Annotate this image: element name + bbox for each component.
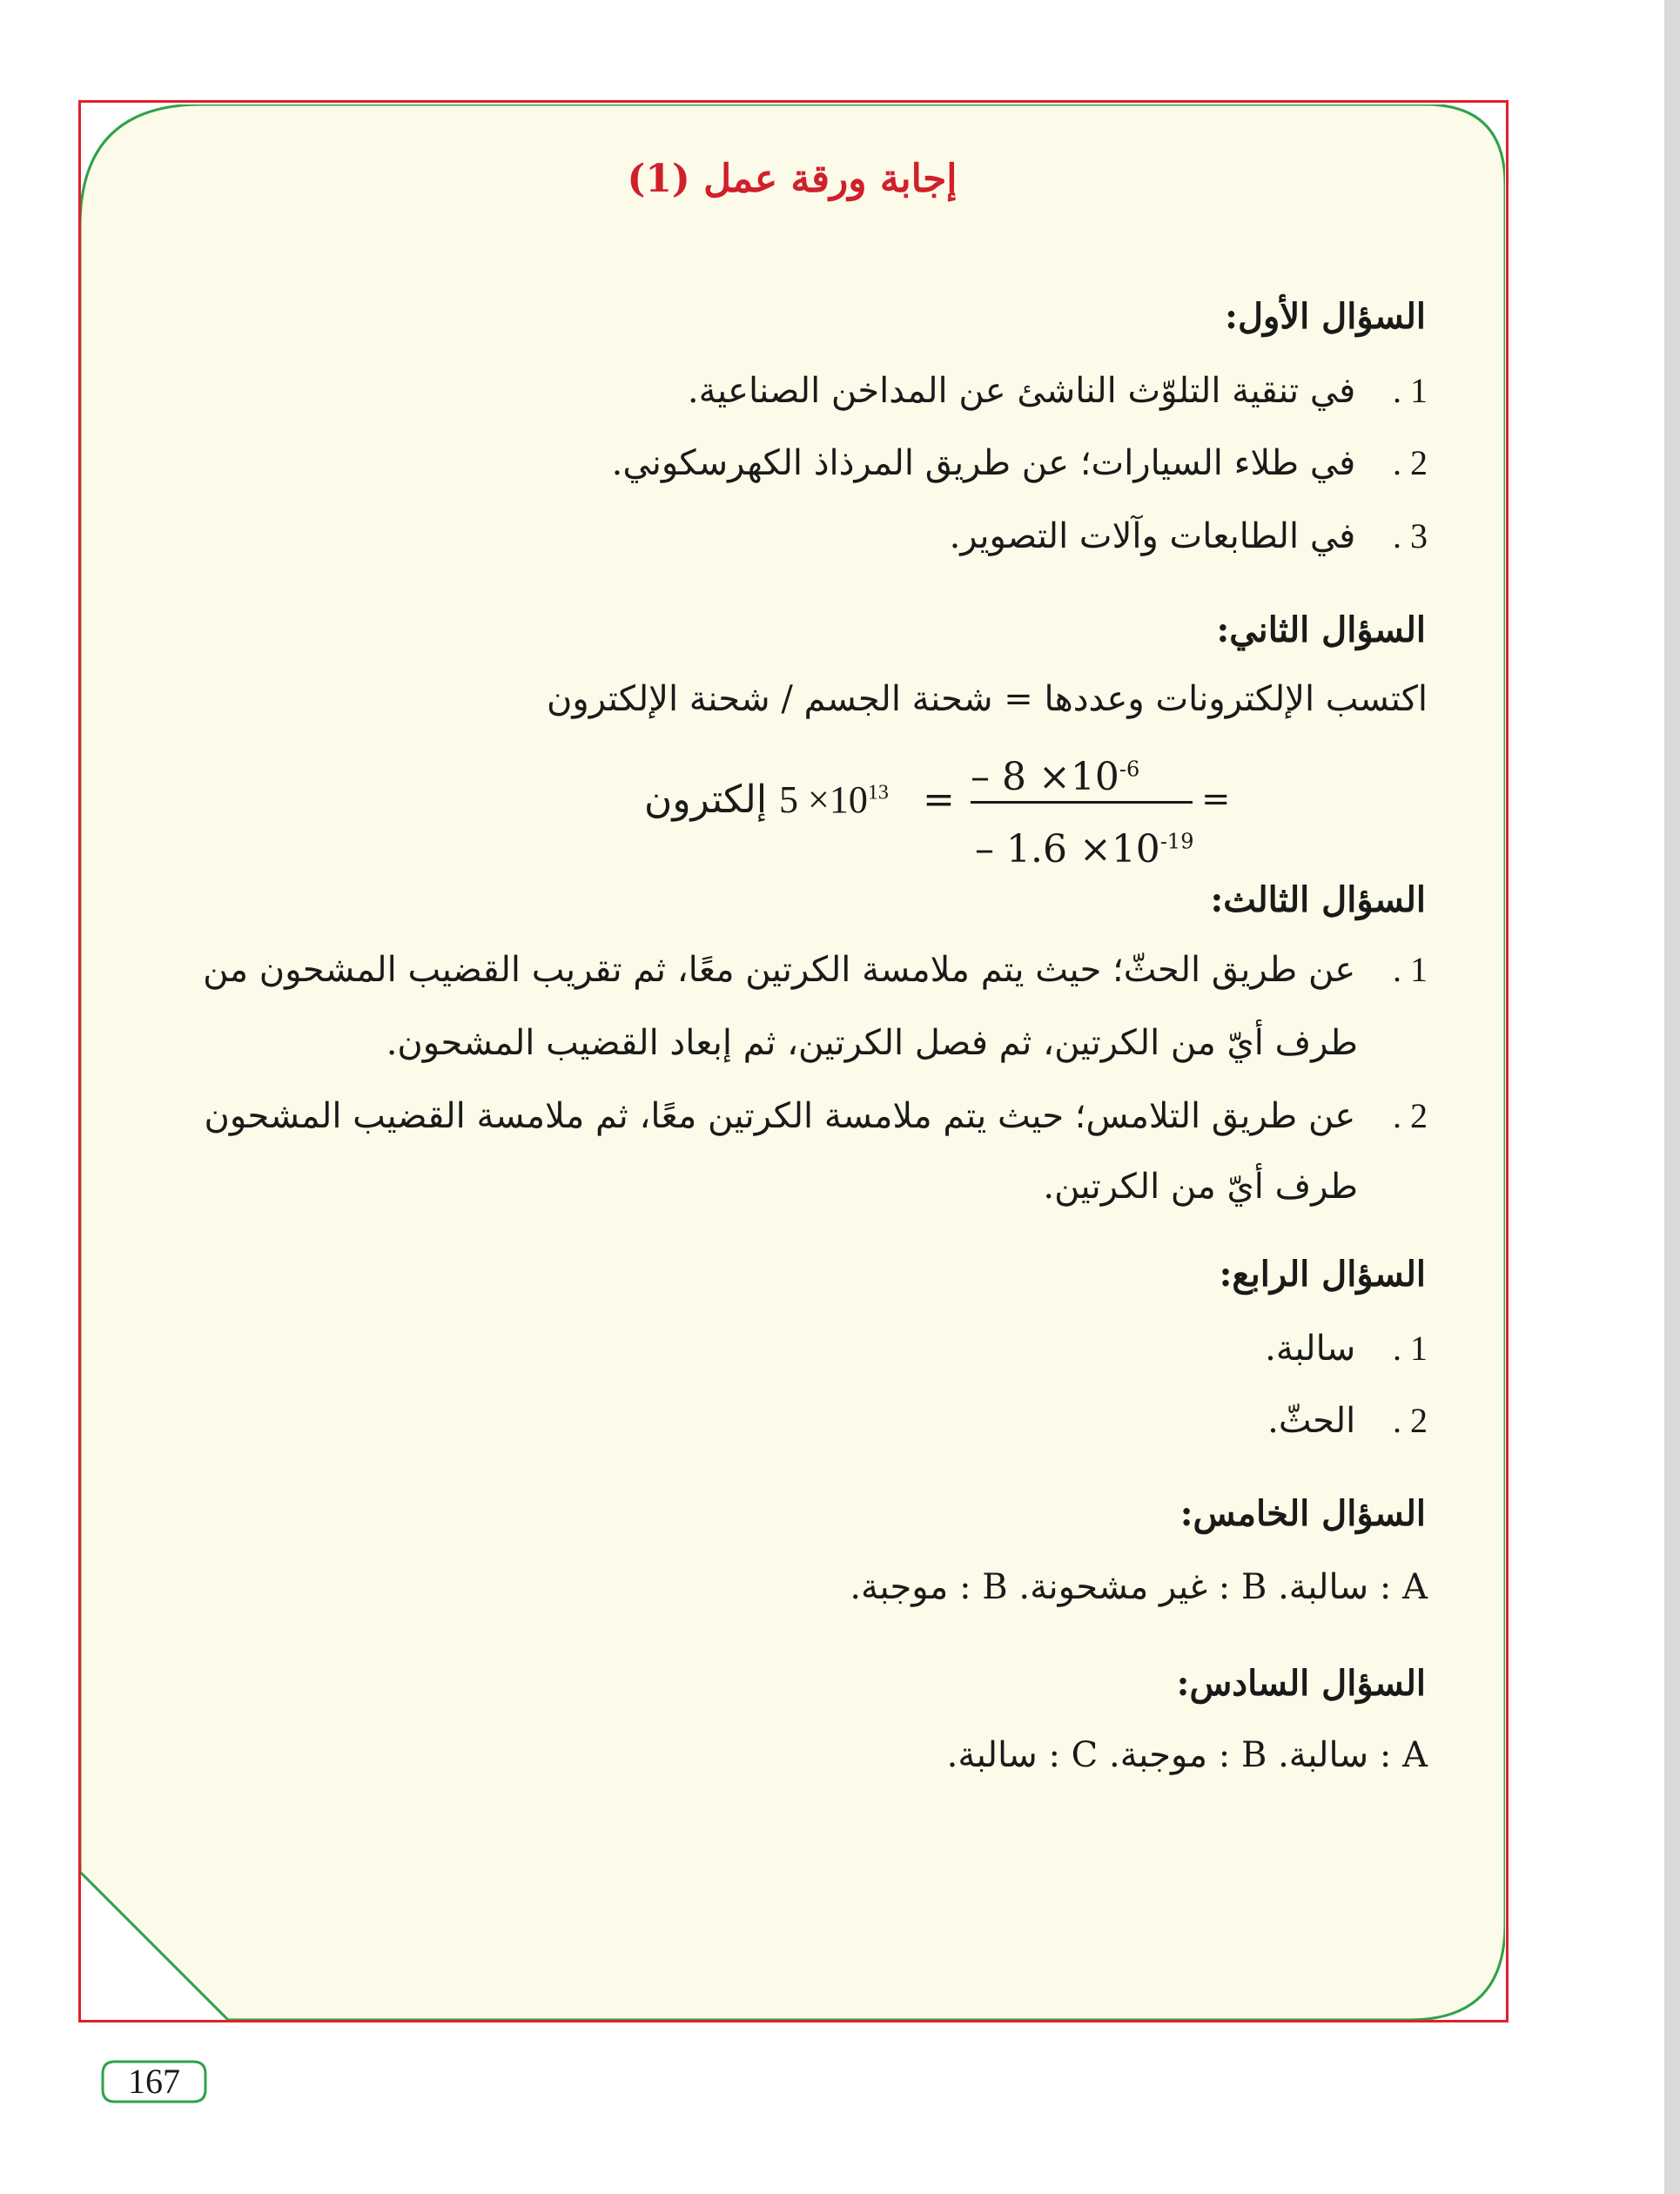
q3-item-1-line-1 — [203, 949, 1428, 990]
result-unit: إلكترون — [644, 777, 768, 822]
result-value — [779, 778, 889, 821]
q1-item-1-text: في تنقية التلوّث الناشئ عن المداخن الصناعية. — [687, 371, 1356, 411]
numerator-value: – 8 ×10 — [971, 755, 1119, 799]
q3-item-1-number: 1 . — [1393, 950, 1428, 989]
q1-item-3-number: 3 . — [1393, 516, 1428, 555]
page-number: 167 — [128, 2062, 180, 2101]
page-edge-strip — [1664, 0, 1680, 2194]
equation-result — [644, 777, 889, 822]
fraction-denominator — [975, 827, 1193, 872]
q5-heading: السؤال الخامس: — [1179, 1493, 1426, 1534]
q2-statement: اكتسب الإلكترونات وعددها = شحنة الجسم / شحنة الإلكترون — [547, 679, 1428, 719]
q1-item-2 — [612, 442, 1428, 483]
result-mantissa: 5 ×10 — [779, 778, 868, 821]
result-exponent: 13 — [867, 781, 889, 804]
result-equals-sign: = — [923, 777, 955, 822]
q1-item-3 — [950, 515, 1428, 556]
denominator-exponent: -19 — [1159, 829, 1194, 854]
fraction-bar — [971, 801, 1193, 804]
q2-heading: السؤال الثاني: — [1216, 609, 1426, 650]
q3-item-2-text-1: عن طريق التلامس؛ حيث يتم ملامسة الكرتين معًا، ثم ملامسة القضيب المشحون — [204, 1096, 1356, 1136]
q3-item-2-line-2: طرف أيّ من الكرتين. — [1043, 1167, 1358, 1207]
q1-item-1 — [688, 370, 1428, 411]
q4-item-1-number: 1 . — [1393, 1329, 1428, 1368]
page-title: إجابة ورقة عمل (1) — [627, 157, 958, 201]
q4-item-1 — [1265, 1328, 1428, 1369]
q3-item-1-line-2: طرف أيّ من الكرتين، ثم فصل الكرتين، ثم إبعاد القضيب المشحون. — [386, 1023, 1358, 1063]
equation-equals-sign: = — [1201, 779, 1231, 819]
q1-item-2-text: في طلاء السيارات؛ عن طريق المرذاذ الكهرسكوني. — [611, 443, 1356, 483]
q4-item-1-text: سالبة. — [1265, 1329, 1356, 1369]
q5-answer: A : سالبة. B : غير مشحونة. B : موجبة. — [850, 1567, 1428, 1607]
q4-item-2 — [1267, 1400, 1428, 1441]
q6-heading: السؤال السادس: — [1176, 1663, 1426, 1704]
q4-item-2-text: الحثّ. — [1267, 1401, 1356, 1441]
q1-item-1-number: 1 . — [1393, 371, 1428, 410]
q3-item-2-line-1 — [205, 1095, 1428, 1136]
q4-item-2-number: 2 . — [1393, 1401, 1428, 1440]
q4-heading: السؤال الرابع: — [1219, 1254, 1426, 1295]
q3-item-1-text-1: عن طريق الحثّ؛ حيث يتم ملامسة الكرتين معًا، ثم تقريب القضيب المشحون من — [203, 950, 1356, 990]
q1-heading: السؤال الأول: — [1225, 296, 1426, 337]
numerator-exponent: -6 — [1119, 757, 1140, 782]
q3-item-2-number: 2 . — [1393, 1096, 1428, 1135]
denominator-value: – 1.6 ×10 — [975, 827, 1160, 872]
q1-item-2-number: 2 . — [1393, 443, 1428, 482]
q3-heading: السؤال الثالث: — [1210, 879, 1426, 920]
q1-item-3-text: في الطابعات وآلات التصوير. — [949, 516, 1356, 556]
q6-answer: A : سالبة. B : موجبة. C : سالبة. — [946, 1735, 1428, 1775]
fraction-numerator — [971, 755, 1139, 799]
